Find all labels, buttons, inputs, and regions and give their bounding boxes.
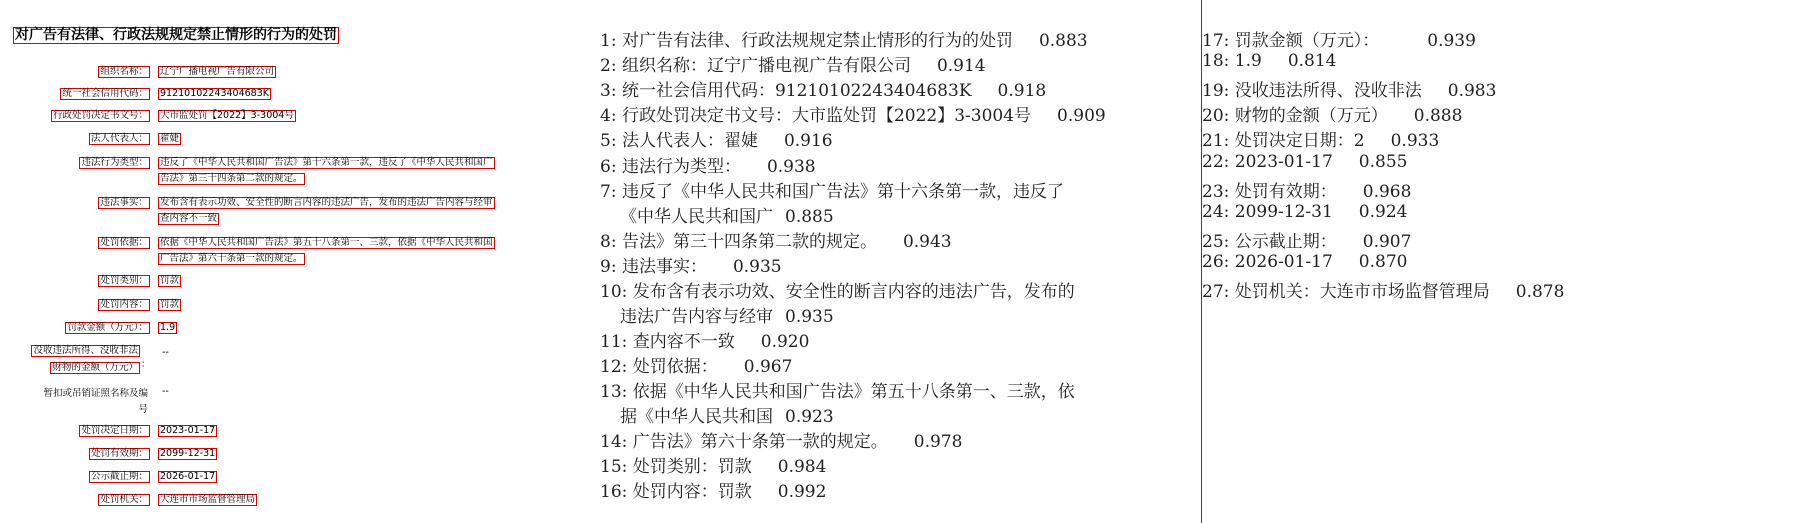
label-penalty-category: 处罚类别： xyxy=(100,275,148,286)
result-line: 3: 统一社会信用代码：91210102243404683K 0.918 xyxy=(600,81,1047,101)
value-legal-rep: 翟婕 xyxy=(160,133,180,144)
value-org-name: 辽宁广播电视广告有限公司 xyxy=(160,66,275,77)
result-line: 8: 告法》第三十四条第二款的规定。 0.943 xyxy=(600,232,952,252)
value-violation-facts-line1: 发布含有表示功效、安全性的断言内容的违法广告，发布的违法广告内容与经审 xyxy=(160,197,493,208)
result-line: 24: 2099-12-31 0.924 xyxy=(1202,202,1408,222)
value-confiscation: -- xyxy=(162,347,169,358)
result-line: 10: 发布含有表示功效、安全性的断言内容的违法广告，发布的 xyxy=(600,282,1075,302)
value-penalty-basis-line1: 依据《中华人民共和国广告法》第五十八条第一、三款，依据《中华人民共和国 xyxy=(160,237,493,248)
label-violation-type: 违法行为类型： xyxy=(81,157,148,168)
result-line: 26: 2026-01-17 0.870 xyxy=(1202,252,1408,272)
result-line: 25: 公示截止期： 0.907 xyxy=(1202,232,1412,252)
result-line: 15: 处罚类别：罚款 0.984 xyxy=(600,457,827,477)
result-line: 11: 查内容不一致 0.920 xyxy=(600,332,810,352)
result-line-continuation: 据《中华人民共和国 0.923 xyxy=(620,407,834,427)
label-validity-period: 处罚有效期： xyxy=(90,448,148,459)
result-line-continuation: 《中华人民共和国广 0.885 xyxy=(620,207,834,227)
label-publicity-deadline: 公示截止期： xyxy=(90,471,148,482)
value-violation-type-line1: 违反了《中华人民共和国广告法》第十六条第一款，违反了《中华人民共和国广 xyxy=(160,157,493,168)
label-decision-date: 处罚决定日期： xyxy=(81,425,148,436)
label-confiscation-line1: 没收违法所得、没收非法 xyxy=(33,345,138,356)
value-penalty-basis-line2: 广告法》第六十条第一款的规定。 xyxy=(160,253,303,264)
result-line: 5: 法人代表人：翟婕 0.916 xyxy=(600,131,833,151)
value-fine-amount: 1.9 xyxy=(160,322,176,333)
result-line: 14: 广告法》第六十条第一款的规定。 0.978 xyxy=(600,432,963,452)
result-line: 6: 违法行为类型： 0.938 xyxy=(600,157,816,177)
value-penalty-content: 罚款 xyxy=(160,299,180,310)
result-line: 21: 处罚决定日期：2 0.933 xyxy=(1202,131,1440,151)
label-decision-number: 行政处罚决定书文号： xyxy=(52,110,148,121)
label-license-line2: 号 xyxy=(138,404,148,415)
result-line: 1: 对广告有法律、行政法规规定禁止情形的行为的处罚 0.883 xyxy=(600,31,1088,51)
result-line: 19: 没收违法所得、没收非法 0.983 xyxy=(1202,81,1497,101)
result-line: 16: 处罚内容：罚款 0.992 xyxy=(600,482,827,502)
label-credit-code: 统一社会信用代码： xyxy=(62,88,148,99)
label-penalty-authority: 处罚机关： xyxy=(100,494,148,505)
value-decision-number: 大市监处罚【2022】3-3004号 xyxy=(160,110,294,121)
label-penalty-basis: 处罚依据： xyxy=(100,237,148,248)
result-line: 20: 财物的金额（万元） 0.888 xyxy=(1202,106,1463,126)
value-decision-date: 2023-01-17 xyxy=(160,425,216,436)
doc-title: 对广告有法律、行政法规规定禁止情形的行为的处罚 xyxy=(15,27,337,43)
value-penalty-authority: 大连市市场监督管理局 xyxy=(160,494,256,505)
result-line: 18: 1.9 0.814 xyxy=(1202,51,1337,71)
value-penalty-category: 罚款 xyxy=(160,275,180,286)
result-line: 4: 行政处罚决定书文号：大市监处罚【2022】3-3004号 0.909 xyxy=(600,106,1106,126)
label-penalty-content: 处罚内容： xyxy=(100,299,148,310)
result-line: 27: 处罚机关：大连市市场监督管理局 0.878 xyxy=(1202,282,1565,302)
value-validity-period: 2099-12-31 xyxy=(160,448,216,459)
label-fine-amount: 罚款金额（万元）： xyxy=(67,322,148,333)
label-legal-rep: 法人代表人： xyxy=(90,133,148,144)
ocr-document-image: 对广告有法律、行政法规规定禁止情形的行为的处罚 组织名称： 辽宁广播电视广告有限公司 统一社会信用代码： 91210102243404683K 行政处罚决定书文号： 大市监处罚【2022】3-3004号 法人代表人： 翟婕 违法行为类型： 违反了《中华人民共和国广告法》第十六条第一款，违反了《中华人民共和国广 告法》第三十四条第二款的规定。 违法事实： 发布含有表示功效、安全性的断言内容的违法广告，发布的违法广告内容与经审 查内容不一致 处罚依据： 依据《中华人民共和国广告法》第五十八条第一、三款，依据《中华人民共和国 广告法》第六十条第一款的规定。 处罚类别： 罚款 处罚内容： 罚款 罚款金额（万元）： 1.9 没收违法所得、没收非法 财物的金额（万元） ： -- 暂扣或吊销证照名称及编 号 -- 处罚决定日期： 2023-01-17 处罚有效期： 2099-12-31 公示截止期： 2026-01-17 处罚机关： 大连市市场监督管理局 xyxy=(15,27,493,505)
value-publicity-deadline: 2026-01-17 xyxy=(160,471,216,482)
result-line-continuation: 违法广告内容与经审 0.935 xyxy=(620,307,834,327)
result-line: 22: 2023-01-17 0.855 xyxy=(1202,152,1408,172)
label-confiscation-line2: 财物的金额（万元） xyxy=(52,362,138,373)
result-line: 7: 违反了《中华人民共和国广告法》第十六条第一款，违反了 xyxy=(600,182,1064,202)
result-line: 2: 组织名称：辽宁广播电视广告有限公司 0.914 xyxy=(600,56,986,76)
result-line: 13: 依据《中华人民共和国广告法》第五十八条第一、三款，依 xyxy=(600,382,1075,402)
result-line: 12: 处罚依据： 0.967 xyxy=(600,357,793,377)
value-violation-facts-line2: 查内容不一致 xyxy=(160,213,218,224)
result-line: 17: 罚款金额（万元）： 0.939 xyxy=(1202,31,1476,51)
results-column-2 xyxy=(1201,0,1797,523)
label-violation-facts: 违法事实： xyxy=(100,197,148,208)
result-line: 23: 处罚有效期： 0.968 xyxy=(1202,182,1412,202)
value-violation-type-line2: 告法》第三十四条第二款的规定。 xyxy=(160,173,303,184)
result-line: 9: 违法事实： 0.935 xyxy=(600,257,782,277)
value-license: -- xyxy=(162,386,169,397)
label-license-line1: 暂扣或吊销证照名称及编 xyxy=(43,388,148,399)
value-credit-code: 91210102243404683K xyxy=(160,88,269,99)
label-org-name: 组织名称： xyxy=(100,66,148,77)
